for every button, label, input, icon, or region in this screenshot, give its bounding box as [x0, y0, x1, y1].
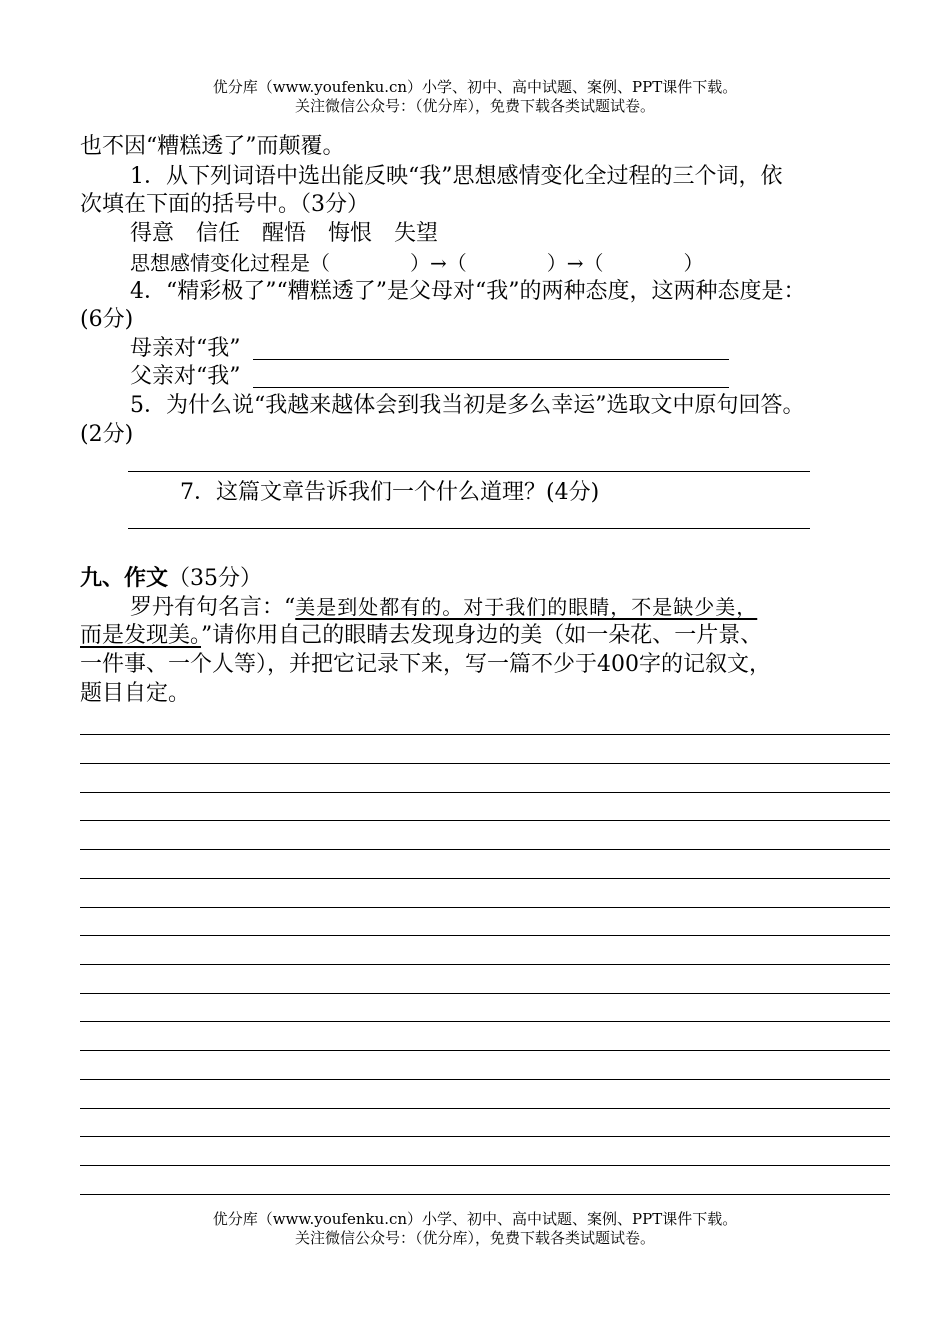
page-footer-line1: 优分库（www.youfenku.cn）小学、初中、高中试题、案例、PPT课件下载。	[212, 1210, 738, 1228]
writing-line[interactable]	[80, 1050, 890, 1051]
essay-title: 九、作文	[80, 565, 169, 591]
mother-answer-line[interactable]	[253, 359, 729, 360]
essay-prompt-line1	[130, 592, 757, 623]
writing-line[interactable]	[80, 820, 890, 821]
writing-line[interactable]	[80, 935, 890, 936]
writing-line[interactable]	[80, 849, 890, 850]
rodin-quote-part2: 而是发现美。	[80, 623, 202, 648]
essay-prompt-line4: 题目自定。	[80, 681, 191, 706]
father-answer-line[interactable]	[253, 387, 729, 388]
writing-line[interactable]	[80, 734, 890, 735]
writing-line[interactable]	[80, 1021, 890, 1022]
prompt-instruction: ”请你用自己的眼睛去发现身边的美（如一朵花、一片景、	[201, 623, 763, 648]
question-4-line2: (6分)	[80, 307, 134, 332]
question-5-line2: (2分)	[80, 422, 134, 447]
writing-line[interactable]	[80, 1136, 890, 1137]
question-7: 7．这篇文章告诉我们一个什么道理？(4分)	[180, 480, 600, 505]
writing-line[interactable]	[80, 993, 890, 994]
essay-prompt-line3: 一件事、一个人等），并把它记录下来，写一篇不少于400字的记叙文，	[80, 652, 771, 677]
writing-line[interactable]	[80, 1165, 890, 1166]
emotion-process-blanks: 思想感情变化过程是（ ）→（ ）→（ ）	[130, 251, 704, 275]
writing-line[interactable]	[80, 792, 890, 793]
writing-line[interactable]	[80, 1079, 890, 1080]
writing-line[interactable]	[80, 1108, 890, 1109]
writing-line[interactable]	[80, 763, 890, 764]
essay-heading	[80, 563, 262, 594]
page-header-line2: 关注微信公众号：（优分库），免费下载各类试题试卷。	[294, 97, 655, 115]
question-7-answer-line[interactable]	[128, 528, 810, 529]
continuation-text: 也不因“糟糕透了”而颠覆。	[80, 134, 345, 159]
essay-score: （35分）	[168, 566, 263, 591]
mother-attitude-label: 母亲对“我”	[130, 336, 241, 361]
writing-line[interactable]	[80, 907, 890, 908]
father-attitude-label: 父亲对“我”	[130, 364, 241, 389]
question-1-line1: 1．从下列词语中选出能反映“我”思想感情变化全过程的三个词，依	[130, 164, 783, 189]
page-footer-line2: 关注微信公众号：（优分库），免费下载各类试题试卷。	[294, 1229, 655, 1247]
writing-line[interactable]	[80, 1194, 890, 1195]
question-4-line1: 4．“精彩极了”“糟糕透了”是父母对“我”的两种态度，这两种态度是：	[130, 279, 806, 304]
question-5-line1: 5．为什么说“我越来越体会到我当初是多么幸运”选取文中原句回答。	[130, 393, 805, 418]
essay-prompt-line2	[80, 621, 762, 651]
question-1-line2: 次填在下面的括号中。（3分）	[80, 192, 369, 217]
writing-line[interactable]	[80, 878, 890, 879]
prompt-intro: 罗丹有句名言：“	[130, 595, 296, 620]
page-header-line1: 优分库（www.youfenku.cn）小学、初中、高中试题、案例、PPT课件下载。	[212, 78, 738, 96]
question-5-answer-line[interactable]	[128, 471, 810, 472]
rodin-quote-part1: 美是到处都有的。对于我们的眼睛，不是缺少美，	[295, 595, 758, 619]
writing-line[interactable]	[80, 964, 890, 965]
word-choices: 得意 信任 醒悟 悔恨 失望	[130, 221, 439, 246]
